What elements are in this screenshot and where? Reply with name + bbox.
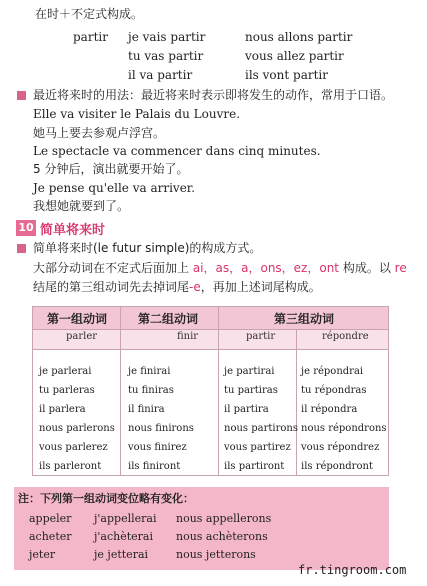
desc-text: ，再加上述词尾构成。 xyxy=(200,280,321,294)
aller-right-2: vous allez partir xyxy=(245,49,344,63)
note-row-3-je: je jetterai xyxy=(94,548,149,561)
simple-future-desc-line2 xyxy=(33,279,321,295)
example-1: Elle va visiter le Palais du Louvre. xyxy=(33,107,241,121)
conj-cell: vous répondrez xyxy=(301,442,380,453)
divider xyxy=(120,307,121,475)
conj-cell: il parlera xyxy=(39,404,86,415)
desc-text: 构成。以 xyxy=(339,261,395,275)
conj-cell: je répondrai xyxy=(301,366,364,377)
section-number: 10 xyxy=(16,220,36,236)
conj-cell: ils partiront xyxy=(224,461,285,472)
conj-cell: il répondra xyxy=(301,404,358,415)
desc-re: re xyxy=(394,261,407,275)
example-2: Le spectacle va commencer dans cinq minutes. xyxy=(33,144,321,158)
note-row-3-infinitive: jeter xyxy=(29,548,56,561)
conj-cell: nous finirons xyxy=(128,423,194,434)
note-row-3-nous: nous jetterons xyxy=(176,548,256,561)
conj-cell: nous parlerons xyxy=(39,423,115,434)
conj-cell: je partirai xyxy=(224,366,275,377)
simple-future-desc-line1 xyxy=(33,260,407,276)
bullet-icon xyxy=(17,91,26,100)
conj-cell: vous parlerez xyxy=(39,442,108,453)
conj-cell: nous répondrons xyxy=(301,423,387,434)
aller-right-3: ils vont partir xyxy=(245,68,328,82)
intro-line: 在时＋不定式构成。 xyxy=(35,7,144,21)
note-row-1-nous: nous appellerons xyxy=(176,512,272,525)
conj-column-parler xyxy=(39,362,115,476)
group-header-3: 第三组动词 xyxy=(274,312,335,326)
conj-cell: il partira xyxy=(224,404,269,415)
conj-cell: tu répondras xyxy=(301,385,367,396)
example-3-translation: 我想她就要到了。 xyxy=(33,199,130,213)
desc-text: 大部分动词在不定式后面加上 xyxy=(33,261,193,275)
note-row-2-nous: nous achèterons xyxy=(176,530,268,543)
section-title: 简单将来时 xyxy=(40,223,106,238)
conj-column-partir xyxy=(224,362,298,476)
conj-cell: tu finiras xyxy=(128,385,174,396)
conj-cell: ils parleront xyxy=(39,461,102,472)
desc-e: -e xyxy=(189,280,201,294)
conj-cell: tu partiras xyxy=(224,385,278,396)
table-subheader-row xyxy=(33,329,388,349)
example-2-translation: 5 分钟后，演出就要开始了。 xyxy=(33,162,189,176)
note-row-2-infinitive: acheter xyxy=(29,530,72,543)
conjugation-table xyxy=(32,306,389,476)
conj-cell: ils finiront xyxy=(128,461,181,472)
conj-cell: vous finirez xyxy=(128,442,187,453)
conj-column-repondre xyxy=(301,362,387,476)
desc-text: 结尾的第三组动词先去掉词尾 xyxy=(33,280,190,294)
table-header-row xyxy=(33,307,388,329)
verb-header-repondre: répondre xyxy=(322,331,369,342)
note-row-1-je: j'appellerai xyxy=(94,512,157,525)
watermark: fr.tingroom.com xyxy=(298,563,407,577)
conj-cell: nous partirons xyxy=(224,423,298,434)
note-row-2-je: j'achèterai xyxy=(94,530,154,543)
bullet-icon xyxy=(17,244,26,253)
group-header-1: 第一组动词 xyxy=(47,312,108,326)
conj-cell: il finira xyxy=(128,404,165,415)
note-title: 注：下列第一组动词变位略有变化： xyxy=(18,492,194,505)
aller-verb: partir xyxy=(73,30,108,44)
example-3: Je pense qu'elle va arriver. xyxy=(33,181,196,195)
conj-column-finir xyxy=(128,362,194,476)
note-box xyxy=(14,487,389,570)
conj-cell: je finirai xyxy=(128,366,171,377)
divider xyxy=(218,307,219,475)
verb-header-parler: parler xyxy=(66,331,98,342)
example-1-translation: 她马上要去参观卢浮宫。 xyxy=(33,126,166,140)
aller-left-2: tu vas partir xyxy=(128,49,204,63)
verb-header-partir: partir xyxy=(246,331,276,342)
simple-future-rule: 简单将来时(le futur simple)的构成方式。 xyxy=(33,241,262,255)
conj-cell: je parlerai xyxy=(39,366,92,377)
aller-left-1: je vais partir xyxy=(128,30,206,44)
conj-cell: ils répondront xyxy=(301,461,373,472)
aller-right-1: nous allons partir xyxy=(245,30,353,44)
desc-endings: ai，as，a，ons，ez，ont xyxy=(192,261,340,275)
verb-header-finir: finir xyxy=(177,331,199,342)
divider xyxy=(33,329,388,330)
near-future-rule: 最近将来时的用法：最近将来时表示即将发生的动作，常用于口语。 xyxy=(33,88,394,102)
divider xyxy=(33,349,388,350)
aller-left-3: il va partir xyxy=(128,68,193,82)
note-row-1-infinitive: appeler xyxy=(29,512,72,525)
conj-cell: vous partirez xyxy=(224,442,291,453)
group-header-2: 第二组动词 xyxy=(138,312,199,326)
conj-cell: tu parleras xyxy=(39,385,95,396)
